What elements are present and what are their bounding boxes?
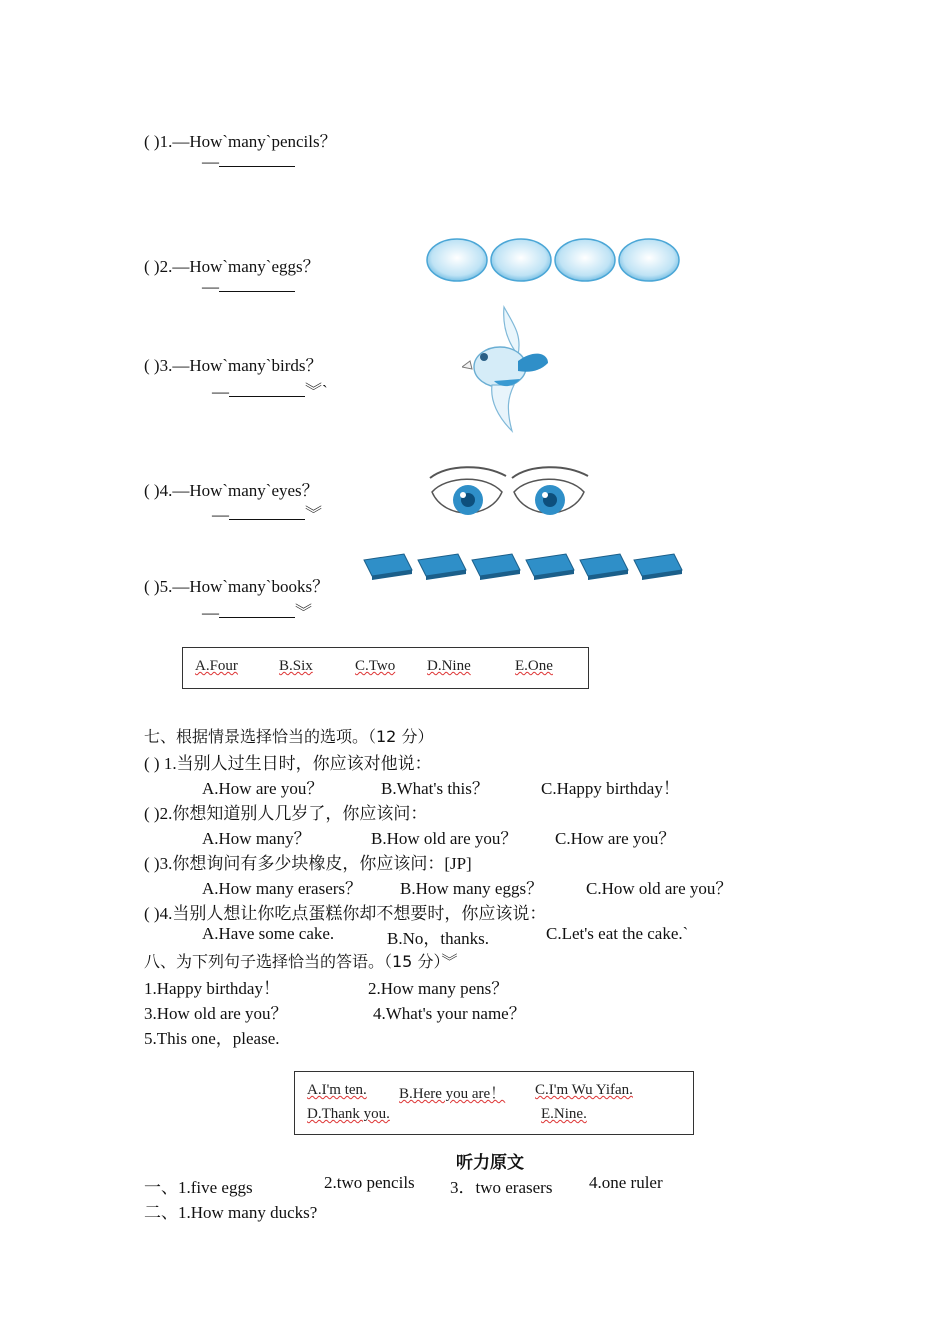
book-icon: [526, 554, 574, 580]
s7-q2-b: B.How old are you？: [371, 829, 518, 848]
option-a: A.Four: [195, 658, 238, 674]
listening-line2: 二、1.How many ducks?: [144, 1203, 318, 1222]
s7-q1-c: C.Happy birthday！: [541, 779, 680, 798]
q4-answer-line[interactable]: — ︾: [212, 505, 322, 524]
s7-q2-a: A.How many？: [202, 829, 311, 848]
book-icon: [418, 554, 466, 580]
option-b: B.Six: [279, 658, 313, 674]
s8-sentence-1: 1.Happy birthday！: [144, 979, 280, 998]
q1-question: ( )1.—How`many`pencils？: [144, 132, 337, 151]
eye-icon: [430, 467, 506, 515]
s8-sentence-3: 3.How old are you？: [144, 1004, 288, 1023]
s7-q3-c: C.How old are you？: [586, 879, 733, 898]
s7-q1: ( ) 1.当别人过生日时，你应该对他说：: [144, 754, 432, 773]
listening-line1-item2: 2.two pencils: [324, 1173, 415, 1192]
s7-q3: ( )3.你想询问有多少块橡皮，你应该问：[JP]: [144, 854, 472, 873]
section8-title: 八、为下列句子选择恰当的答语。（15 分）︾: [144, 952, 458, 971]
q2-question: ( )2.—How`many`eggs？: [144, 257, 320, 276]
book-icon: [634, 554, 682, 580]
q5-question: ( )5.—How`many`books？: [144, 577, 330, 596]
book-icon: [364, 554, 412, 580]
q3-answer-line[interactable]: — ︾`: [212, 382, 328, 401]
q3-question: ( )3.—How`many`birds？: [144, 356, 323, 375]
s7-q3-b: B.How many eggs？: [400, 879, 544, 898]
eye-icon: [512, 467, 588, 515]
q5-answer-line[interactable]: — ︾: [202, 603, 312, 622]
s8-option-a: A.I'm ten.: [307, 1082, 367, 1098]
s7-q4: ( )4.当别人想让你吃点蛋糕你却不想要时，你应该说：: [144, 904, 547, 923]
listening-title: 听力原文: [456, 1153, 524, 1173]
s8-option-e: E.Nine.: [541, 1106, 587, 1122]
s8-sentence-5: 5.This one，please.: [144, 1029, 280, 1048]
s8-option-c: C.I'm Wu Yifan.: [535, 1082, 633, 1098]
egg-icon: [491, 239, 551, 281]
s7-q1-a: A.How are you？: [202, 779, 324, 798]
book-icon: [580, 554, 628, 580]
bird-image: [462, 305, 552, 433]
option-c: C.Two: [355, 658, 396, 674]
section8-options-box: [294, 1071, 694, 1135]
listening-line1-item1: 一、1.five eggs: [144, 1178, 253, 1197]
egg-icon: [427, 239, 487, 281]
s7-q2-c: C.How are you？: [555, 829, 676, 848]
s7-q4-a: A.Have some cake.: [202, 924, 335, 943]
egg-icon: [555, 239, 615, 281]
listening-line1-item4: 4.one ruler: [589, 1173, 663, 1192]
s7-q2: ( )2.你想知道别人几岁了，你应该问：: [144, 804, 428, 823]
s8-option-d: D.Thank you.: [307, 1106, 390, 1122]
s7-q3-a: A.How many erasers？: [202, 879, 363, 898]
books-image: [362, 548, 686, 582]
eyes-image: [428, 462, 590, 536]
q4-question: ( )4.—How`many`eyes？: [144, 481, 319, 500]
listening-line1-item3: 3．two erasers: [450, 1178, 553, 1197]
s8-sentence-2: 2.How many pens？: [368, 979, 509, 998]
option-d: D.Nine: [427, 658, 471, 674]
s7-q4-b: B.No，thanks.: [387, 929, 489, 948]
s8-sentence-4: 4.What's your name？: [373, 1004, 526, 1023]
option-e: E.One: [515, 658, 553, 674]
book-icon: [472, 554, 520, 580]
egg-icon: [619, 239, 679, 281]
section7-title: 七、根据情景选择恰当的选项。（12 分）: [144, 727, 434, 746]
s8-option-b: B.Here you are！: [399, 1086, 506, 1102]
q2-answer-line[interactable]: —: [202, 277, 295, 297]
s7-q4-c: C.Let's eat the cake.`: [546, 924, 689, 943]
eggs-image: [425, 236, 687, 284]
section6-options-box: [182, 647, 589, 689]
q1-answer-line[interactable]: —: [202, 152, 295, 172]
s7-q1-b: B.What's this？: [381, 779, 489, 798]
